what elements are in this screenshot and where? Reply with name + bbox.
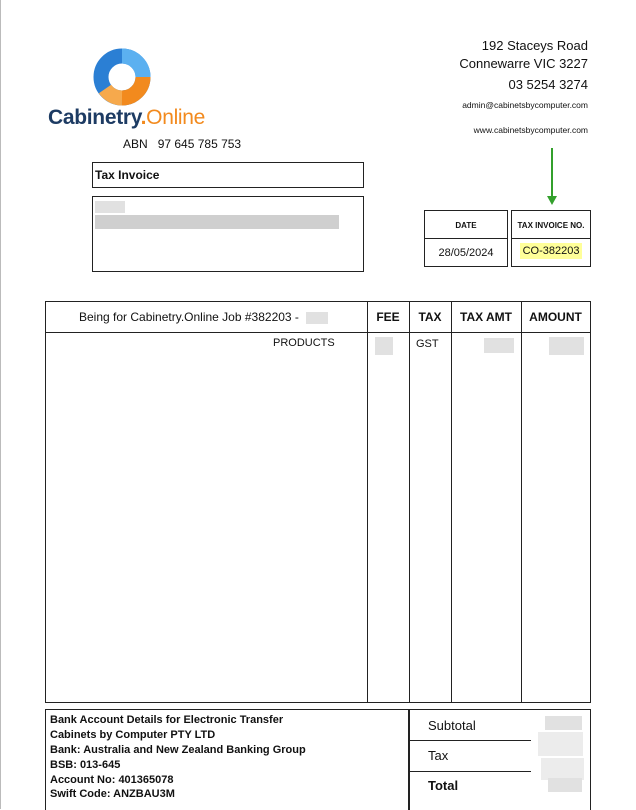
subtotal-label: Subtotal (428, 718, 476, 733)
row-description: PRODUCTS (273, 337, 335, 349)
customer-details-box (92, 196, 364, 272)
tax-total-label: Tax (428, 748, 449, 763)
address-line-1: 192 Staceys Road (481, 38, 588, 53)
table-divider (521, 302, 522, 702)
invoice-number-cell (511, 210, 591, 267)
tax-header: TAX (418, 310, 442, 324)
arrow-down-icon (544, 148, 560, 206)
invoice-number-label: TAX INVOICE NO. (517, 221, 585, 230)
company-logo-text: Cabinetry.Online (48, 106, 206, 129)
logo-icon (93, 48, 151, 106)
invoice-title: Tax Invoice (95, 168, 160, 182)
website[interactable]: www.cabinetsbycomputer.com (473, 125, 588, 135)
total-label: Total (428, 778, 459, 793)
line-items-table (45, 301, 591, 703)
redacted-subtotal (545, 716, 582, 730)
row-tax: GST (416, 338, 439, 350)
table-divider (367, 302, 368, 702)
email[interactable]: admin@cabinetsbycomputer.com (462, 100, 588, 110)
amount-header: AMOUNT (529, 310, 582, 324)
redacted-amount (549, 337, 584, 355)
abn: ABN 97 645 785 753 (123, 137, 242, 151)
bank-line-5: Account No: 401365078 (50, 774, 174, 786)
invoice-title-box (92, 162, 364, 188)
table-divider (46, 332, 590, 333)
redacted-tax (538, 732, 583, 756)
table-divider (451, 302, 452, 702)
redacted-tax-amt (484, 338, 514, 353)
phone: 03 5254 3274 (508, 77, 588, 92)
tax-amt-header: TAX AMT (460, 310, 512, 324)
redacted-text (95, 215, 339, 229)
bank-details-box (45, 709, 409, 810)
invoice-number-value: CO-382203 (520, 243, 583, 259)
page-edge (0, 0, 1, 809)
address-line-2: Connewarre VIC 3227 (459, 56, 588, 71)
table-divider (409, 302, 410, 702)
date-cell (424, 210, 508, 267)
description-header: Being for Cabinetry.Online Job #382203 - (79, 310, 328, 324)
fee-header: FEE (376, 310, 400, 324)
date-value: 28/05/2024 (438, 247, 494, 259)
redacted-fee (375, 337, 393, 355)
redacted-text (306, 312, 328, 324)
bank-line-2: Cabinets by Computer PTY LTD (50, 729, 216, 741)
date-label: DATE (455, 221, 477, 230)
bank-line-3: Bank: Australia and New Zealand Banking Group (50, 744, 306, 756)
bank-line-1: Bank Account Details for Electronic Transfer (50, 714, 284, 726)
bank-line-4: BSB: 013-645 (50, 759, 121, 771)
redacted-tax (541, 758, 584, 780)
bank-line-6: Swift Code: ANZBAU3M (50, 788, 175, 800)
redacted-total (548, 778, 582, 792)
redacted-text (95, 201, 125, 213)
totals-box (409, 709, 591, 810)
